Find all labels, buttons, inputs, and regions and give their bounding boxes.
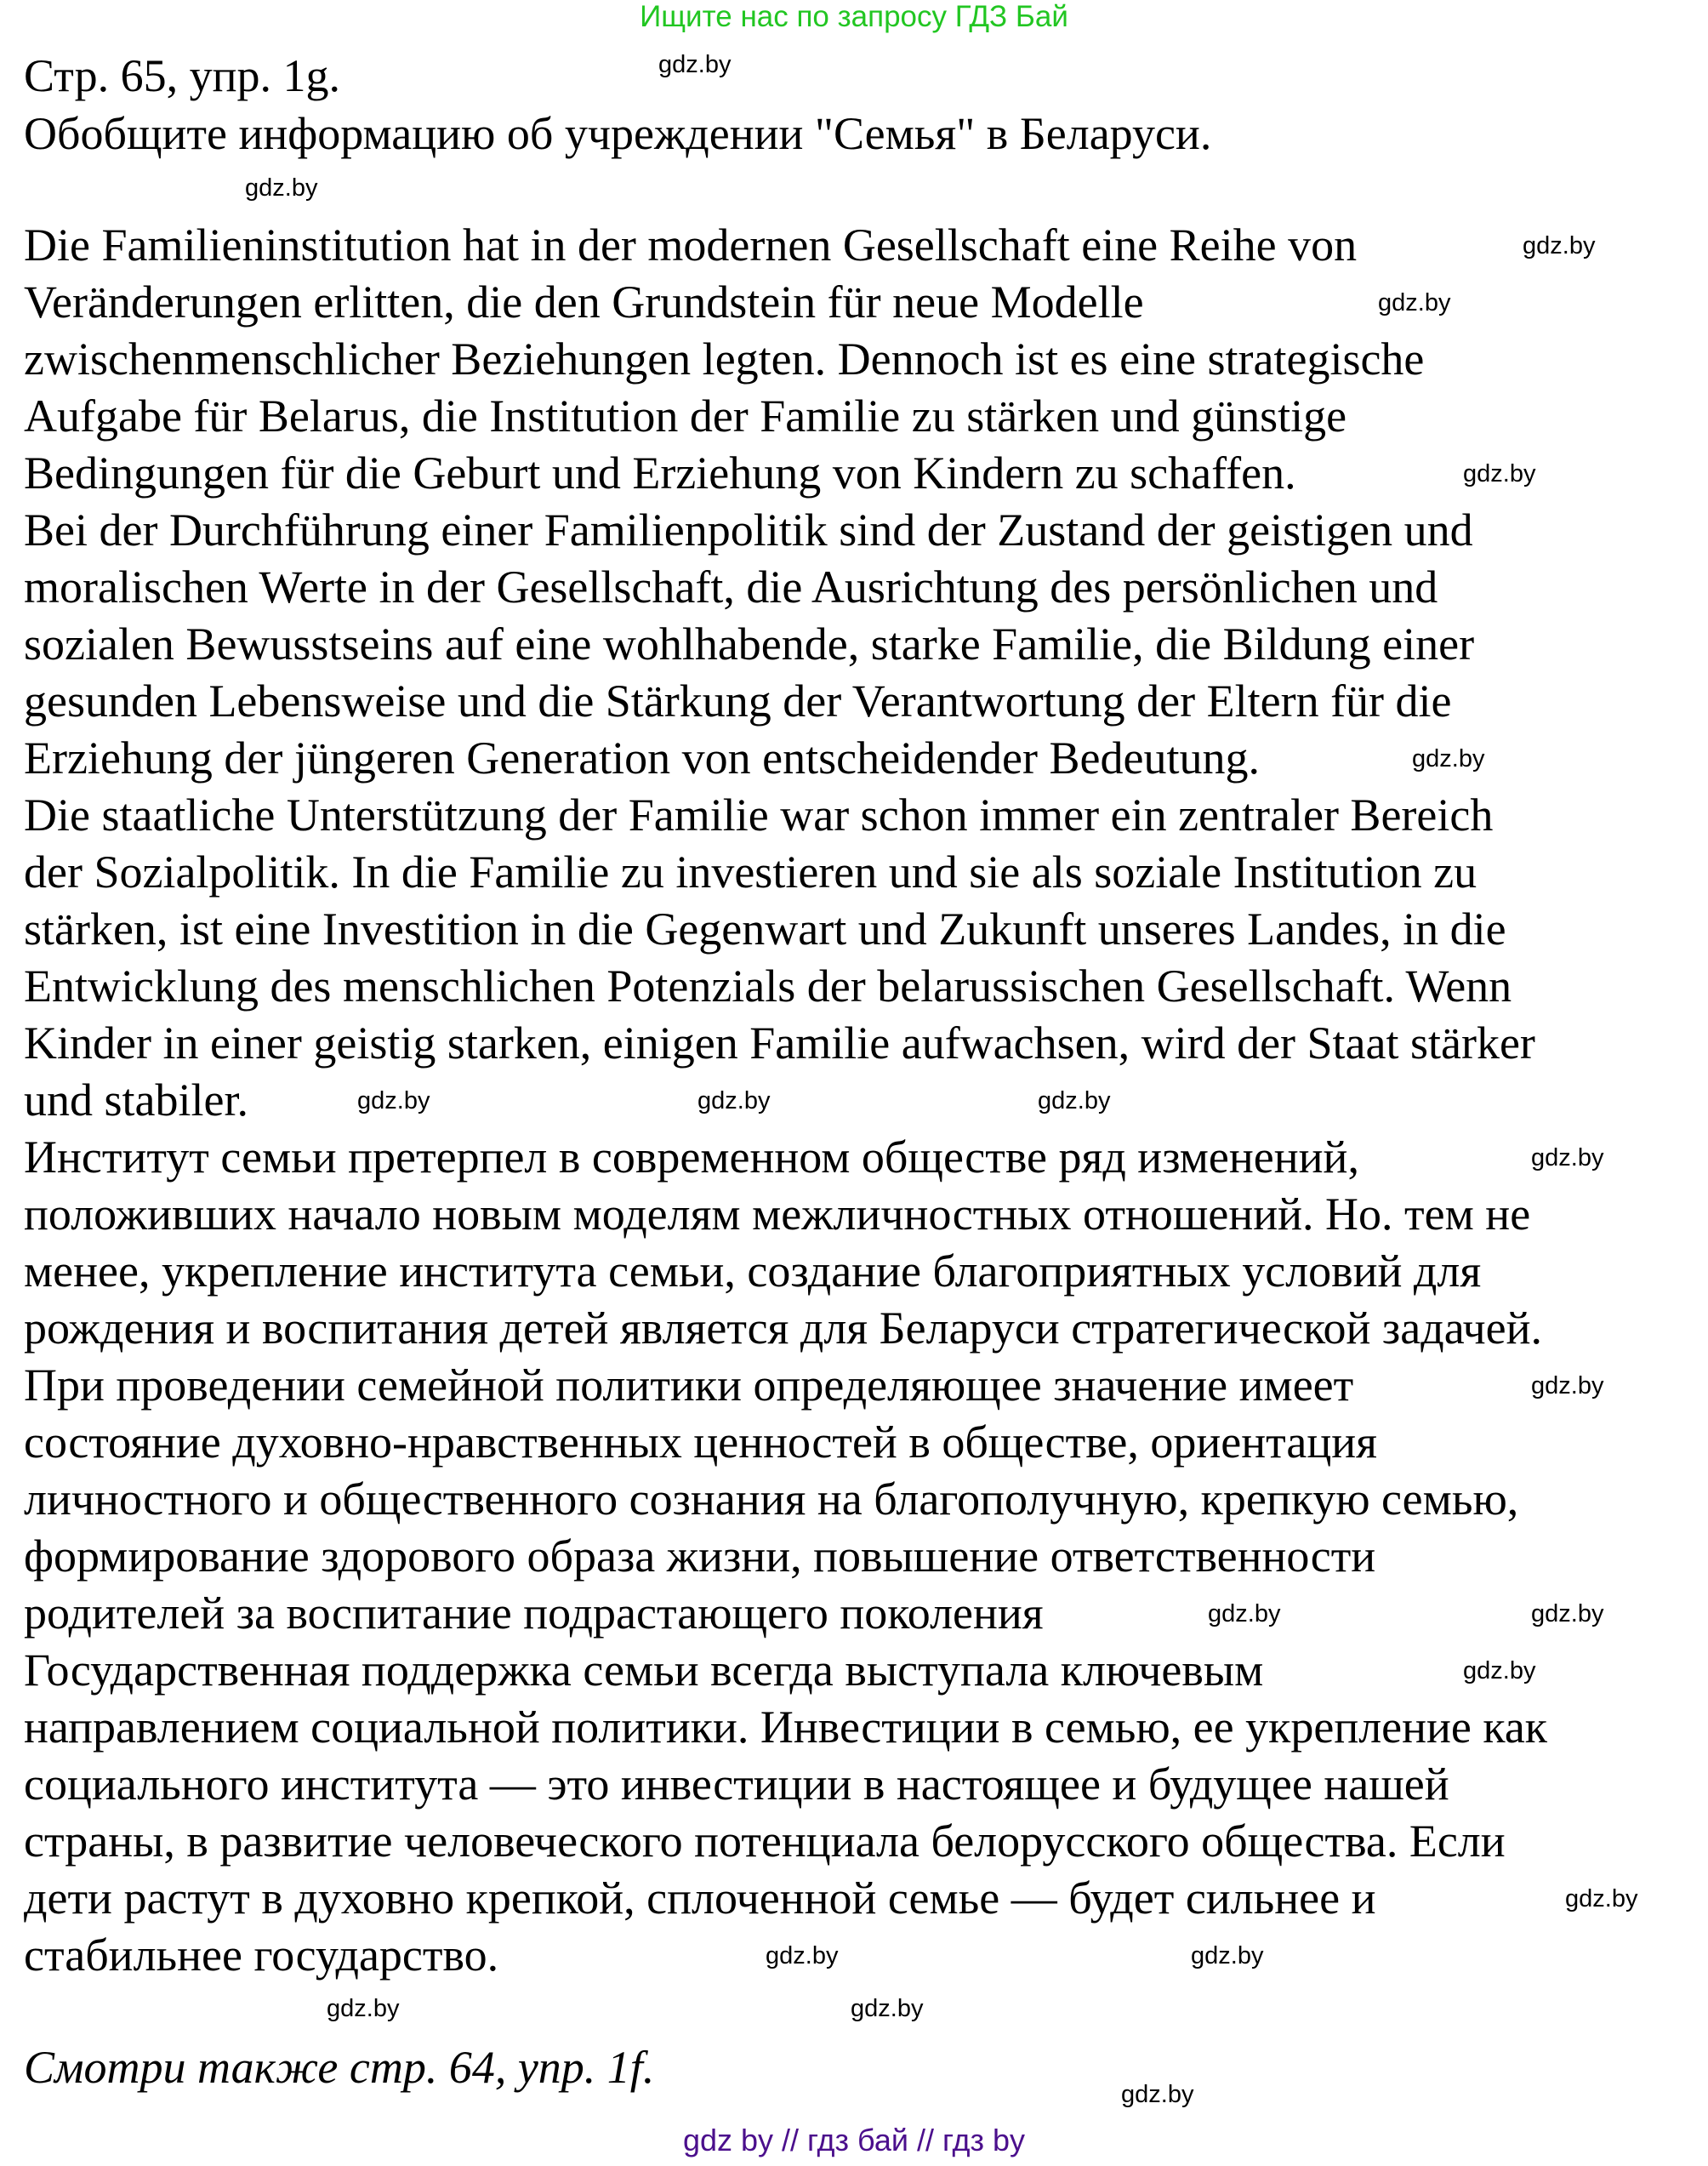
bottom-banner-links[interactable]: gdz by // гдз бай // гдз by (682, 2123, 1026, 2157)
text-line: родителей за воспитание подрастающего поколения (24, 1587, 1044, 1639)
text-line: Die staatliche Unterstützung der Familie war schon immer ein zentraler Bereich (24, 789, 1494, 841)
watermark: gdz.by (697, 1087, 771, 1114)
text-line: Veränderungen erlitten, die den Grundstein für neue Modelle (24, 276, 1144, 328)
text-line: дети растут в духовно крепкой, сплоченной семье — будет сильнее и (24, 1872, 1376, 1924)
text-line: Aufgabe für Belarus, die Institution der Familie zu stärken und günstige (24, 390, 1347, 442)
watermark: gdz.by (1191, 1942, 1264, 1969)
text-line: Die Familieninstitution hat in der modernen Gesellschaft eine Reihe von (24, 219, 1358, 271)
watermark: gdz.by (1565, 1885, 1638, 1912)
watermark: gdz.by (357, 1087, 430, 1114)
watermark: gdz.by (327, 1995, 400, 2022)
watermark: gdz.by (1121, 2081, 1194, 2108)
watermark: gdz.by (658, 51, 732, 78)
text-line: социального института — это инвестиции в настоящее и будущее нашей (24, 1758, 1449, 1810)
text-line: формирование здорового образа жизни, повышение ответственности (24, 1530, 1376, 1582)
text-line: страны, в развитие человеческого потенциала белорусского общества. Если (24, 1815, 1506, 1867)
page-reference-title: Стр. 65, упр. 1g. (24, 50, 340, 101)
text-line: und stabiler. (24, 1074, 248, 1126)
watermark: gdz.by (1038, 1087, 1111, 1114)
text-line: der Sozialpolitik. In die Familie zu investieren und sie als soziale Institution zu (24, 846, 1477, 898)
text-line: рождения и воспитания детей является для Беларуси стратегической задачей. (24, 1302, 1543, 1354)
watermark: gdz.by (1531, 1144, 1604, 1171)
text-line: состояние духовно-нравственных ценностей в обществе, ориентация (24, 1416, 1378, 1468)
text-line: Entwicklung des menschlichen Potenzials der belarussischen Gesellschaft. Wenn (24, 960, 1512, 1012)
text-line: стабильнее государство. (24, 1929, 499, 1981)
text-line: При проведении семейной политики определяющее значение имеет (24, 1359, 1354, 1411)
text-line: Erziehung der jüngeren Generation von entscheidender Bedeutung. (24, 732, 1260, 784)
watermark: gdz.by (1412, 745, 1485, 772)
watermark: gdz.by (1463, 460, 1536, 487)
watermark: gdz.by (1463, 1657, 1536, 1684)
watermark: gdz.by (1531, 1372, 1604, 1399)
see-also-note: Смотри также стр. 64, упр. 1f. (24, 2042, 655, 2093)
text-line: Институт семьи претерпел в современном обществе ряд изменений, (24, 1131, 1359, 1183)
text-line: zwischenmenschlicher Beziehungen legten. Dennoch ist es eine strategische (24, 333, 1425, 385)
text-line: Kinder in einer geistig starken, einigen Familie aufwachsen, wird der Staat stärker (24, 1017, 1535, 1069)
text-line: Bedingungen für die Geburt und Erziehung von Kindern zu schaffen. (24, 447, 1296, 499)
text-line: личностного и общественного сознания на благополучную, крепкую семью, (24, 1473, 1519, 1525)
search-banner: Ищите нас по запросу ГДЗ Бай (640, 0, 1068, 33)
watermark: gdz.by (1378, 289, 1451, 316)
watermark: gdz.by (1523, 232, 1596, 259)
text-line: stärken, ist eine Investition in die Gegenwart und Zukunft unseres Landes, in die (24, 903, 1506, 955)
text-line: moralischen Werte in der Gesellschaft, die Ausrichtung des persönlichen und (24, 561, 1438, 613)
text-line: Государственная поддержка семьи всегда выступала ключевым (24, 1644, 1264, 1696)
text-line: положивших начало новым моделям межличностных отношений. Но. тем не (24, 1188, 1531, 1240)
text-line: gesunden Lebensweise und die Stärkung der Verantwortung der Eltern für die (24, 675, 1452, 727)
task-heading: Обобщите информацию об учреждении "Семья" в Беларуси. (24, 108, 1212, 159)
text-line: направлением социальной политики. Инвестиции в семью, ее укрепление как (24, 1701, 1548, 1753)
text-line: менее, укрепление института семьи, создание благоприятных условий для (24, 1245, 1482, 1297)
watermark: gdz.by (851, 1995, 924, 2022)
watermark: gdz.by (766, 1942, 839, 1969)
watermark: gdz.by (1208, 1600, 1281, 1627)
watermark: gdz.by (1531, 1600, 1604, 1627)
watermark: gdz.by (245, 174, 318, 202)
text-line: sozialen Bewusstseins auf eine wohlhabende, starke Familie, die Bildung einer (24, 618, 1475, 670)
text-line: Bei der Durchführung einer Familienpolitik sind der Zustand der geistigen und (24, 504, 1473, 556)
